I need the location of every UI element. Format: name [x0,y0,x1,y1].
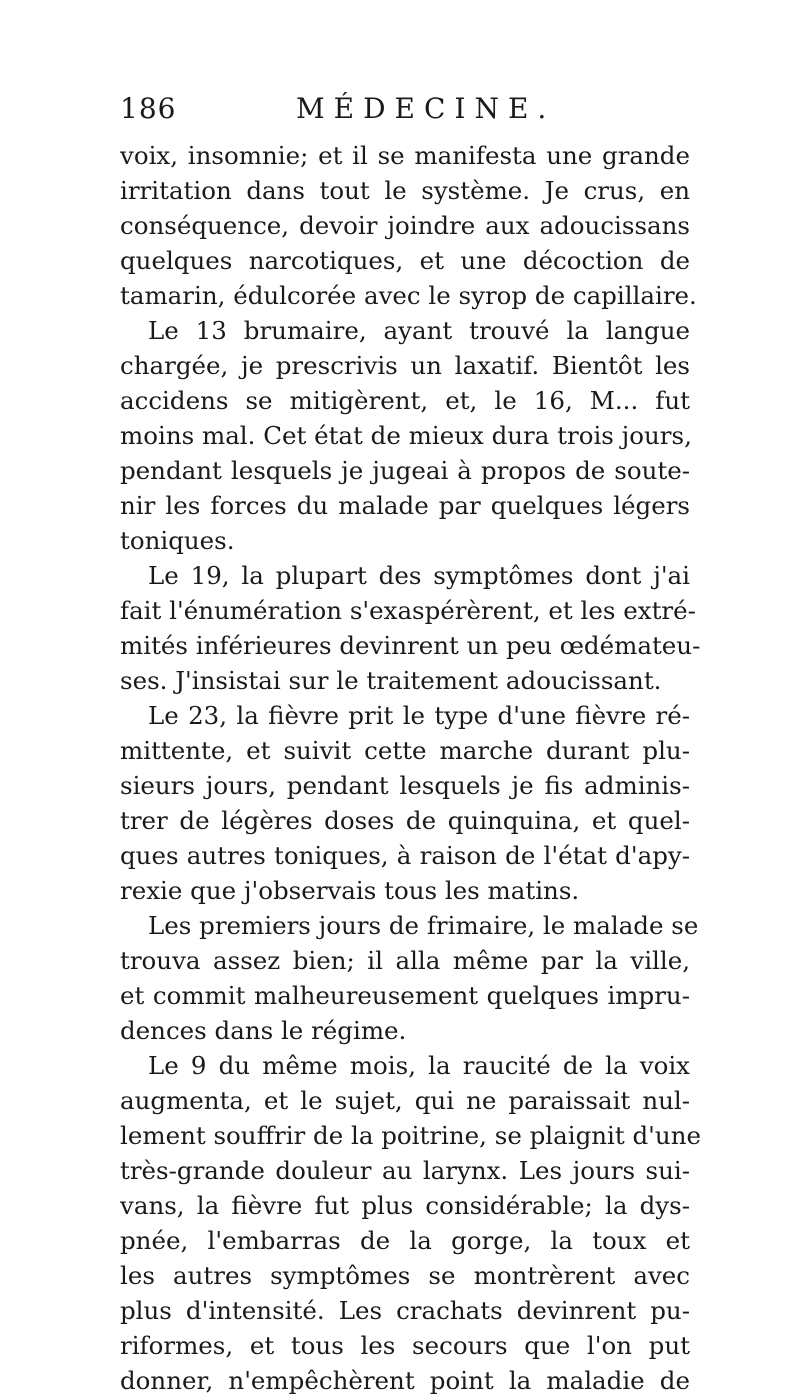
text-line: donner, n'empêchèrent point la maladie de [120,1366,690,1395]
text-line: mittente, et suivit cette marche durant plu- [120,736,690,765]
text-line: accidens se mitigèrent, et, le 16, M... fut [120,386,690,415]
text-line: irritation dans tout le système. Je crus, en [120,176,690,205]
text-line: ses. J'insistai sur le traitement adoucissant. [120,666,662,695]
text-line: plus d'intensité. Les crachats devinrent pu- [120,1296,690,1325]
text-line: pendant lesquels je jugeai à propos de soute- [120,456,690,485]
text-line: fait l'énumération s'exaspérèrent, et les extré- [120,596,696,625]
text-line: augmenta, et le sujet, qui ne paraissait nul- [120,1086,690,1115]
text-line: Les premiers jours de frimaire, le malade se [148,911,699,940]
text-line: sieurs jours, pendant lesquels je fis adminis- [120,771,690,800]
text-line: chargée, je prescrivis un laxatif. Bientôt les [120,351,690,380]
text-line: voix, insomnie; et il se manifesta une grande [120,141,690,170]
text-line: riformes, et tous les secours que l'on put [120,1331,690,1360]
text-line: vans, la fièvre fut plus considérable; la dys- [120,1191,690,1220]
text-line: quelques narcotiques, et une décoction de [120,246,690,275]
text-line: ques autres toniques, à raison de l'état d'apy- [120,841,690,870]
page-number: 186 [120,92,177,125]
text-line: moins mal. Cet état de mieux dura trois jours, [120,421,692,450]
text-line: toniques. [120,526,235,555]
text-line: lement souffrir de la poitrine, se plaignit d'une [120,1121,701,1150]
text-line: tamarin, édulcorée avec le syrop de capillaire. [120,281,697,310]
text-line: Le 13 brumaire, ayant trouvé la langue [148,316,690,345]
text-line: nir les forces du malade par quelques légers [120,491,690,520]
text-line: dences dans le régime. [120,1016,407,1045]
body-text [120,138,701,1398]
running-head: MÉDECINE. [296,92,556,125]
text-line: trer de légères doses de quinquina, et quel- [120,806,690,835]
text-line: Le 9 du même mois, la raucité de la voix [148,1051,690,1080]
text-line: conséquence, devoir joindre aux adoucissans [120,211,690,240]
text-line: très-grande douleur au larynx. Les jours sui- [120,1156,690,1185]
text-line: les autres symptômes se montrèrent avec [120,1261,690,1290]
page-header [120,92,680,132]
text-line: pnée, l'embarras de la gorge, la toux et [120,1226,690,1255]
text-line: rexie que j'observais tous les matins. [120,876,580,905]
text-line: Le 19, la plupart des symptômes dont j'ai [148,561,690,590]
text-line: Le 23, la fièvre prit le type d'une fièvre ré- [148,701,690,730]
text-line: mités inférieures devinrent un peu œdémateu- [120,631,701,660]
text-line: trouva assez bien; il alla même par la ville, [120,946,690,975]
text-line: et commit malheureusement quelques impru- [120,981,690,1010]
